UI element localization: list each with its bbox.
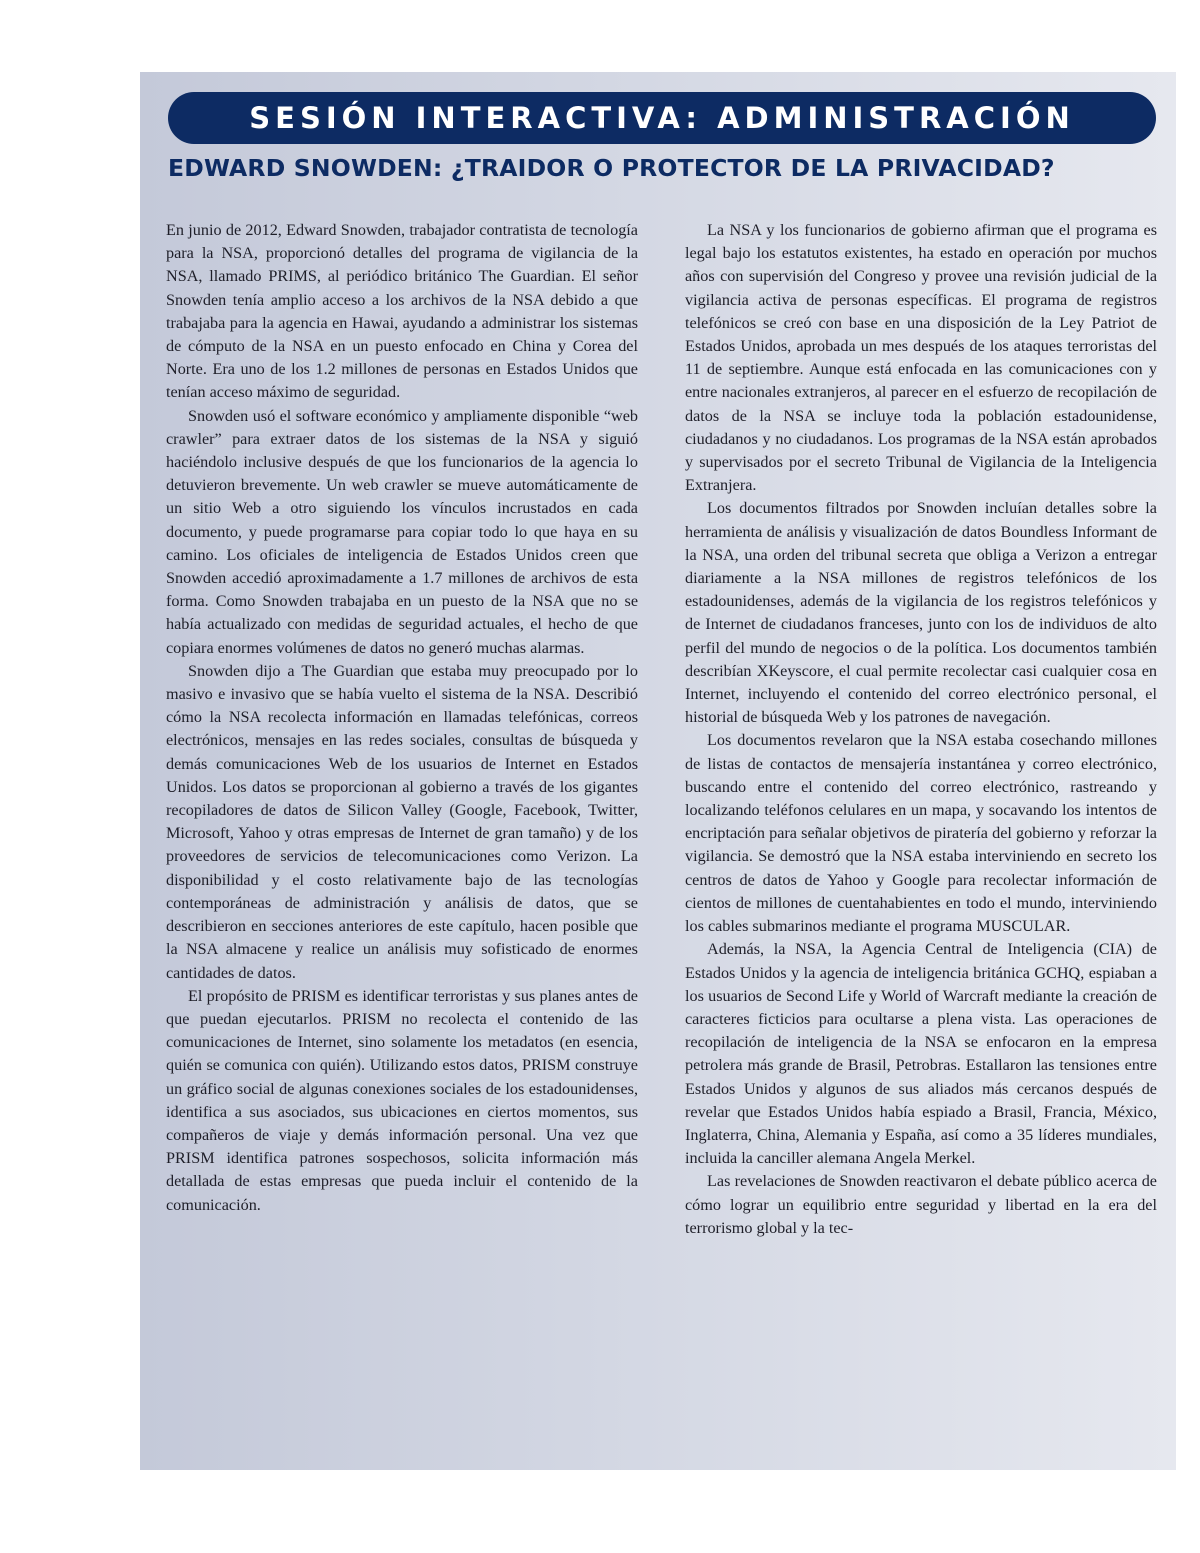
paragraph: En junio de 2012, Edward Snowden, trabajador contratista de tecnología para la NSA, proporcionó detalles del programa de vigilancia de la NSA, llamado PRIMS, al periódico británico The Guardian. El señor Snowden tenía amplio acceso a los archivos de la NSA debido a que trabajaba para la agencia en Hawai, ayudando a administrar los sistemas de cómputo de la NSA en un puesto enfocado en China y Corea del Norte. Era uno de los 1.2 millones de personas en Estados Unidos que tenían acceso máximo de seguridad. xyxy=(166,221,638,402)
paragraph: El propósito de PRISM es identificar terroristas y sus planes antes de que puedan ejecutarlos. PRISM no recolecta el contenido de las comunicaciones de Internet, sino solamente los metadatos (en esencia, quién se comunica con quién). Utilizando estos datos, PRISM construye un gráfico social de algunas conexiones sociales de los estadounidenses, identifica a sus asociados, sus ubicaciones en ciertos momentos, sus compañeros de viaje y demás información personal. Una vez que PRISM identifica patrones sospechosos, solicita información más detallada de estas empresas que pueda incluir el contenido de la comunicación. xyxy=(166,986,638,1214)
paragraph: Los documentos revelaron que la NSA estaba cosechando millones de listas de contactos de mensajería instantánea y correo electrónico, buscando entre el contenido del correo electrónico, rastreando y localizando teléfonos celulares en un mapa, y socavando los intentos de encriptación para señalar objetivos de piratería del gobierno y reforzar la vigilancia. Se demostró que la NSA estaba interviniendo en secreto los centros de datos de Yahoo y Google para recolectar información de cientos de millones de cuentahabientes en todo el mundo, interviniendo los cables submarinos mediante el programa MUSCULAR. xyxy=(685,731,1157,936)
paragraph: Snowden dijo a The Guardian que estaba muy preocupado por lo masivo e invasivo que se había vuelto el sistema de la NSA. Describió cómo la NSA recolecta información en llamadas telefónicas, correos electrónicos, mensajes en las redes sociales, consultas de búsqueda y demás comunicaciones Web de los usuarios de Internet en Estados Unidos. Los datos se proporcionan al gobierno a través de los gigantes recopiladores de datos de Silicon Valley (Google, Facebook, Twitter, Microsoft, Yahoo y otras empresas de Internet de gran tamaño) y de los proveedores de servicios de telecomunicaciones como Verizon. La disponibilidad y el costo relativamente bajo de las tecnologías contemporáneas de administración y análisis de datos, que se describieron en secciones anteriores de este capítulo, hacen posible que la NSA almacene y realice un análisis muy sofisticado de enormes cantidades de datos. xyxy=(166,661,638,982)
paragraph: Además, la NSA, la Agencia Central de Inteligencia (CIA) de Estados Unidos y la agencia de inteligencia británica GCHQ, espiaban a los usuarios de Second Life y World of Warcraft mediante la creación de caracteres ficticios para ocultarse a plena vista. Las operaciones de recopilación de inteligencia de la NSA se enfocaron en la empresa petrolera más grande de Brasil, Petrobras. Estallaron las tensiones entre Estados Unidos y algunos de sus aliados más cercanos después de revelar que Estados Unidos había espiado a Brasil, Francia, México, Inglaterra, China, Alemania y España, así como a 35 líderes mundiales, incluida la canciller alemana Angela Merkel. xyxy=(685,940,1157,1168)
paragraph: Las revelaciones de Snowden reactivaron el debate público acerca de cómo lograr un equilibrio entre seguridad y libertad en la era del terrorismo global y la tec- xyxy=(685,1172,1157,1237)
section-banner xyxy=(168,92,1156,144)
section-title: SESIÓN INTERACTIVA: ADMINISTRACIÓN xyxy=(249,101,1075,135)
right-column xyxy=(685,219,1157,1240)
paragraph: Snowden usó el software económico y ampliamente disponible “web crawler” para extraer datos de los sistemas de la NSA y siguió haciéndolo inclusive después de que los funcionarios de la agencia lo detuvieron brevemente. Un web crawler se mueve automáticamente de un sitio Web a otro siguiendo los vínculos incrustados en cada documento, y puede programarse para copiar todo lo que haya en su camino. Los oficiales de inteligencia de Estados Unidos creen que Snowden accedió aproximadamente a 1.7 millones de archivos de esta forma. Como Snowden trabajaba en un puesto de la NSA que no se había actualizado con medidas de seguridad actuales, el hecho de que copiara enormes volúmenes de datos no generó muchas alarmas. xyxy=(166,406,638,657)
paragraph: Los documentos filtrados por Snowden incluían detalles sobre la herramienta de análisis y visualización de datos Boundless Informant de la NSA, una orden del tribunal secreta que obliga a Verizon a entregar diariamente a la NSA millones de registros telefónicos de los estadounidenses, además de la vigilancia de los registros telefónicos y de Internet de ciudadanos franceses, junto con los de individuos de alto perfil del mundo de negocios o de la política. Los documentos también describían XKeyscore, el cual permite recolectar casi cualquier cosa en Internet, incluyendo el contenido del correo electrónico personal, el historial de búsqueda Web y los patrones de navegación. xyxy=(685,499,1157,727)
left-column xyxy=(166,219,638,1217)
article-headline: EDWARD SNOWDEN: ¿TRAIDOR O PROTECTOR DE LA PRIVACIDAD? xyxy=(168,154,1055,182)
paragraph: La NSA y los funcionarios de gobierno afirman que el programa es legal bajo los estatutos existentes, ha estado en operación por muchos años con supervisión del Congreso y provee una revisión judicial de la vigilancia activa de personas específicas. El programa de registros telefónicos se creó con base en una disposición de la Ley Patriot de Estados Unidos, aprobada un mes después de los ataques terroristas del 11 de septiembre. Aunque está enfocada en las comunicaciones con y entre nacionales extranjeros, al parecer en el esfuerzo de recopilación de datos de la NSA se incluye toda la población estadounidense, ciudadanos y no ciudadanos. Los programas de la NSA están aprobados y supervisados por el secreto Tribunal de Vigilancia de la Inteligencia Extranjera. xyxy=(685,221,1157,495)
